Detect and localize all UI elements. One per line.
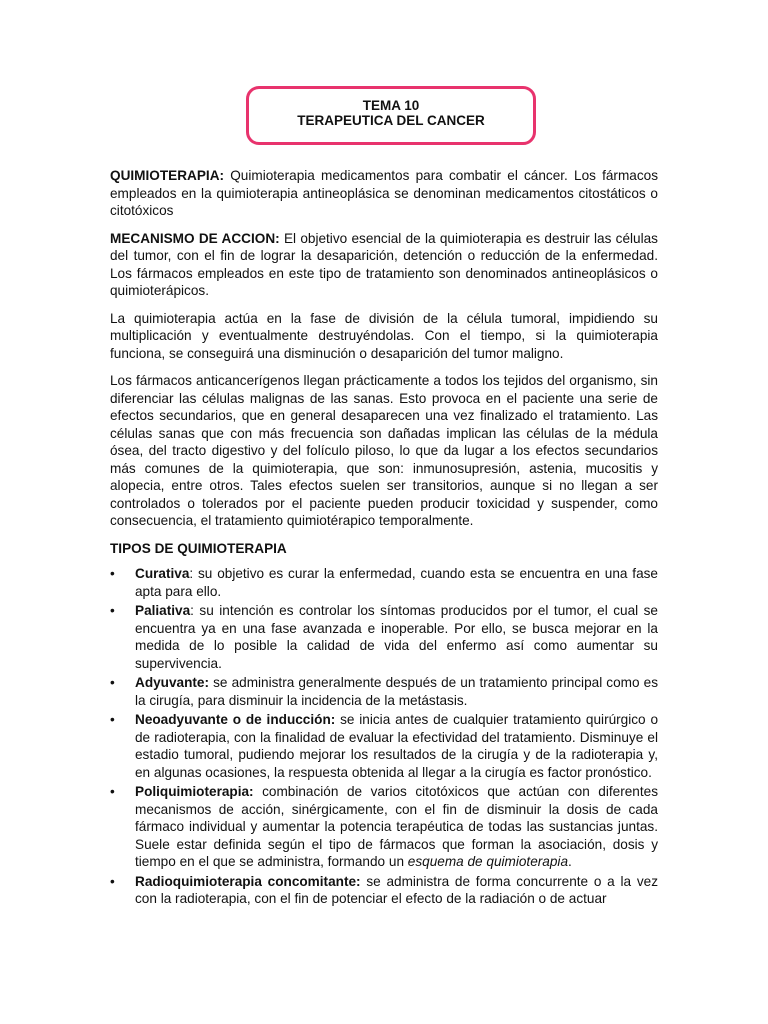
item-label: Radioquimioterapia concomitante: [135,873,361,889]
item-text: : su intención es controlar los síntomas producidos por el tumor, el cual se encuentra ya en una fase avanzada e inoperable. Por ello, se busca mejorar en la medida de lo posible la calidad de vida del enfermo así como aumentar su supervivencia. [135,603,658,671]
bullet-icon: • [110,784,115,799]
bullet-icon: • [110,566,115,581]
list-item [110,711,658,781]
paragraph-efectos: Los fármacos anticancerígenos llegan prácticamente a todos los tejidos del organismo, sin diferenciar las células malignas de las sanas. Esto provoca en el paciente una serie de efectos secundarios, que en general desaparecen una vez finalizado el tratamiento. Las células sanas que con más frecuencia son dañadas implican las células de la médula ósea, del tracto digestivo y del folículo piloso, lo que da lugar a los efectos secundarios más comunes de la quimioterapia, que son: inmunosupresión, astenia, mucositis y alopecia, entre otros. Tales efectos suelen ser transitorios, aunque si no llegan a ser controlados o tolerados por el paciente pueden producir toxicidad y suspender, como consecuencia, el tratamiento quimiotérapico temporalmente. [110,373,658,528]
item-label: Curativa [135,566,190,581]
term-label: QUIMIOTERAPIA: [110,168,225,183]
title-box [246,86,536,145]
paragraph-text: Quimioterapia medicamentos para combatir el cáncer. Los fármacos empleados en la quimioterapia antineoplásica se denominan medicamentos citostáticos o citotóxicos [110,168,658,218]
topic-number: TEMA 10 [362,98,420,113]
paragraph-quimioterapia [110,167,658,220]
item-text: : su objetivo es curar la enfermedad, cuando esta se encuentra en una fase apta para ello. [135,566,658,599]
list-item [110,873,658,908]
bullet-icon: • [110,603,115,618]
bullet-icon: • [110,712,115,727]
item-label: Adyuvante: [135,675,210,690]
list-item [110,602,658,672]
bullet-icon: • [110,873,115,889]
item-italic: esquema de quimioterapia [407,854,569,869]
item-label: Paliativa [135,603,191,618]
item-text: se administra de forma concurrente o a la vez con la radioterapia, con el fin de potenciar el efecto de la radiación o de actuar [135,873,658,906]
item-text: se administra generalmente después de un tratamiento principal como es la cirugía, para disminuir la incidencia de la metástasis. [135,675,658,708]
term-label: MECANISMO DE ACCION: [110,230,280,246]
section-heading: TIPOS DE QUIMIOTERAPIA [110,540,287,556]
list-item [110,565,658,600]
tipos-list [110,565,658,908]
item-end: . [568,854,572,869]
list-item [110,674,658,709]
list-item [110,783,658,871]
topic-title: TERAPEUTICA DEL CANCER [297,113,485,128]
item-label: Poliquimioterapia: [135,784,254,799]
paragraph-fase-division: La quimioterapia actúa en la fase de división de la célula tumoral, impidiendo su multiplicación y eventualmente destruyéndolas. Con el tiempo, si la quimioterapia funciona, se conseguirá una disminución o desaparición del tumor maligno. [110,310,658,361]
paragraph-mecanismo [110,230,658,300]
item-text: se inicia antes de cualquier tratamiento quirúrgico o de radioterapia, con la finalidad de evaluar la efectividad del tratamiento. Disminuye el estadio tumoral, pudiendo mejorar los resultados de la cirugía y de la radioterapia y, en algunas ocasiones, la respuesta obtenida al llegar a la cirugía es factor pronóstico. [135,712,658,780]
item-text: combinación de varios citotóxicos que actúan con diferentes mecanismos de acción, sinérgicamente, con el fin de disminuir la dosis de cada fármaco individual y aumentar la potencia terapéutica de todas las sustancias juntas. Suele estar definida según el tipo de fármacos que forman la asociación, dosis y tiempo en el que se administra, formando un [135,784,658,869]
document-body [110,167,658,910]
bullet-icon: • [110,675,115,690]
item-label: Neoadyuvante o de inducción: [135,712,336,727]
paragraph-text: El objetivo esencial de la quimioterapia es destruir las células del tumor, con el fin de lograr la desaparición, detención o reducción de la enfermedad. Los fármacos empleados en este tipo de tratamiento son denominados antineoplásicos o quimioterápicos. [110,230,658,298]
